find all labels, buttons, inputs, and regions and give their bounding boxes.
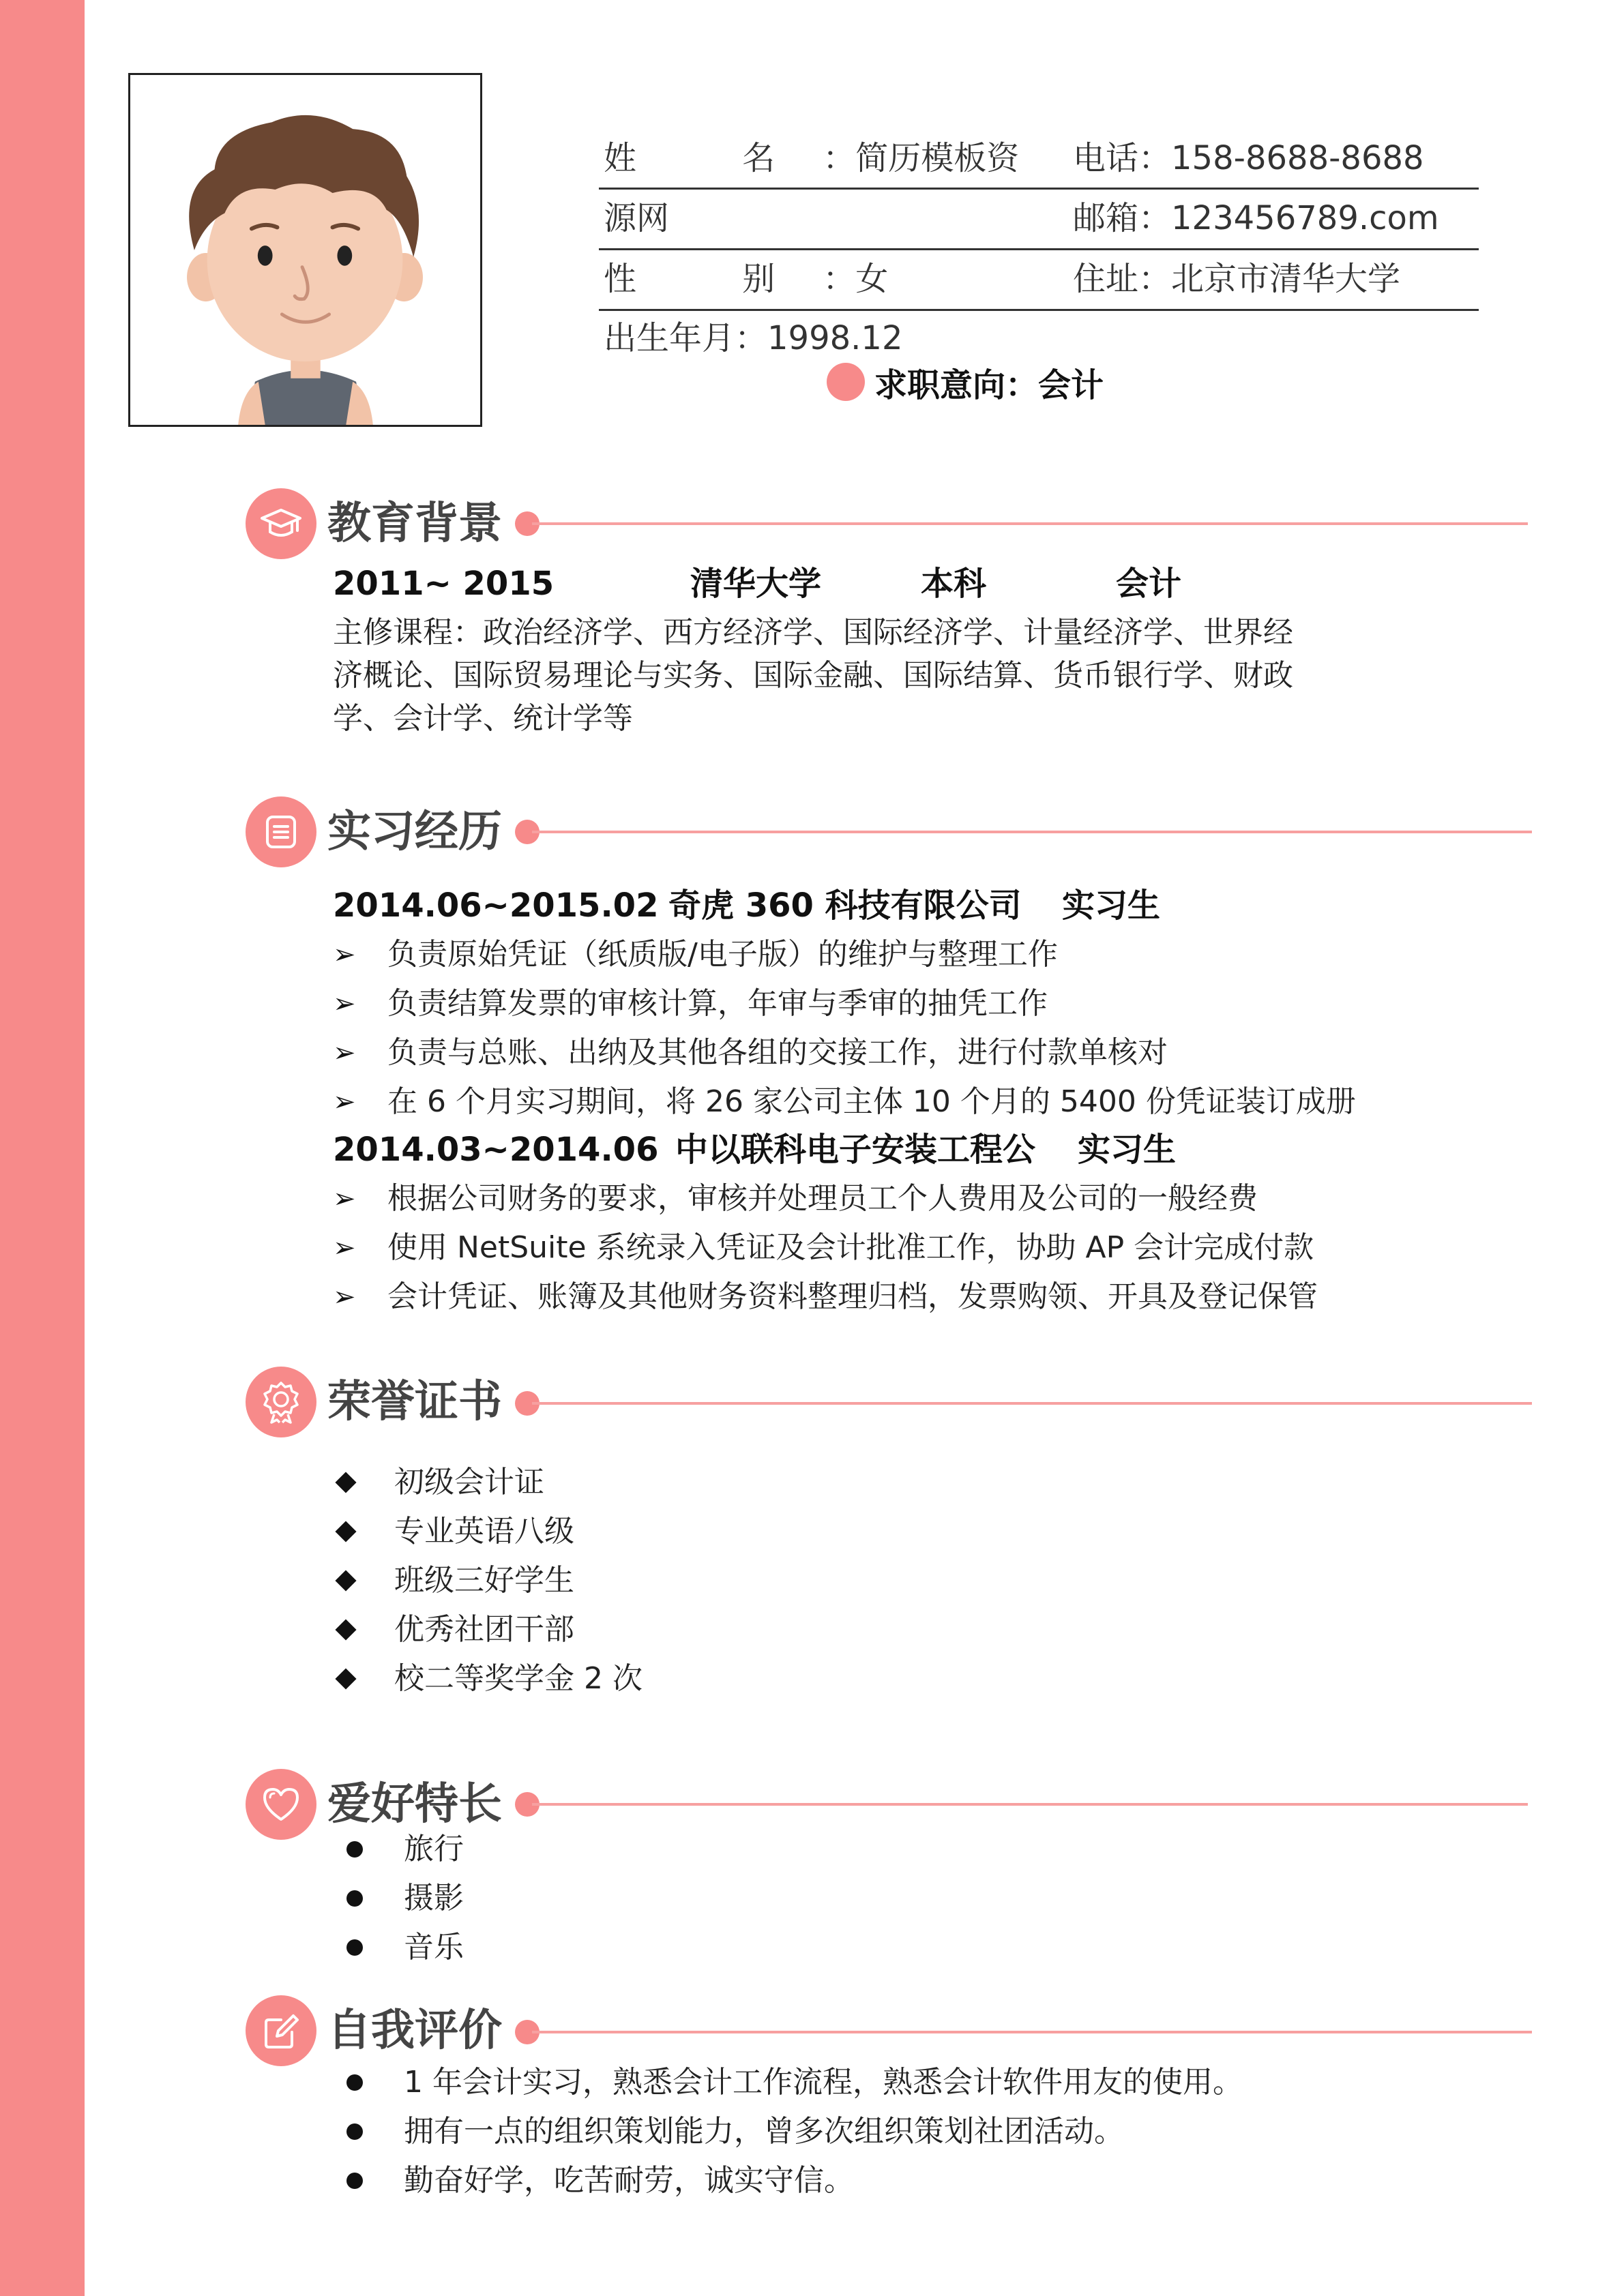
internship-section-title: 实习经历 xyxy=(327,807,502,857)
list-item: 初级会计证 xyxy=(333,1462,544,1503)
job-period: 2014.06~2015.02 xyxy=(333,886,659,925)
honors-section-title: 荣誉证书 xyxy=(327,1377,502,1427)
job-intent xyxy=(827,360,1104,404)
arrow-bullet-icon: ➢ xyxy=(333,939,356,970)
email-value: ：123456789.com xyxy=(1138,199,1439,237)
address-value: ：北京市清华大学 xyxy=(1138,260,1401,298)
section-rule xyxy=(532,831,1532,833)
self-eval-section-title: 自我评价 xyxy=(327,2006,502,2056)
dot-bullet-icon xyxy=(346,2123,363,2140)
dot-bullet-icon xyxy=(346,2173,363,2189)
arrow-bullet-icon: ➢ xyxy=(333,1086,356,1118)
list-item: ➢ 负责原始凭证（纸质版/电子版）的维护与整理工作 xyxy=(333,934,1058,975)
list-item: 摄影 xyxy=(340,1878,464,1919)
list-icon xyxy=(246,796,316,867)
award-medal-icon xyxy=(246,1367,316,1437)
name-wrap: 源网 xyxy=(604,199,670,237)
gender-value: ：女 xyxy=(823,260,889,298)
list-item: ➢ 在 6 个月实习期间，将 26 家公司主体 10 个月的 5400 份凭证装订成册 xyxy=(333,1082,1356,1122)
diamond-bullet-icon xyxy=(335,1521,356,1542)
list-item: ➢ 根据公司财务的要求，审核并处理员工个人费用及公司的一般经费 xyxy=(333,1178,1258,1219)
job-intent-text: 求职意向：会计 xyxy=(874,366,1104,404)
list-item: ➢ 使用 NetSuite 系统录入凭证及会计批准工作，协助 AP 会计完成付款 xyxy=(333,1227,1314,1268)
education-school: 清华大学 xyxy=(690,565,822,603)
job-company: 奇虎 360 科技有限公司 xyxy=(668,886,1022,925)
birth-value: ：1998.12 xyxy=(735,319,903,357)
avatar xyxy=(128,73,482,427)
info-divider xyxy=(599,248,1479,250)
arrow-bullet-icon: ➢ xyxy=(333,1037,356,1069)
hobbies-section-title: 爱好特长 xyxy=(327,1779,502,1830)
arrow-bullet-icon: ➢ xyxy=(333,1232,356,1264)
education-period: 2011~ 2015 xyxy=(333,565,555,603)
name-label: 姓 名 xyxy=(604,139,823,177)
left-accent-bar xyxy=(0,0,85,2296)
list-item: 班级三好学生 xyxy=(333,1560,574,1601)
job-role: 实习生 xyxy=(1078,1131,1177,1169)
email-row xyxy=(1073,198,1439,239)
list-item: ➢ 会计凭证、账簿及其他财务资料整理归档，发票购领、开具及登记保管 xyxy=(333,1277,1318,1317)
list-item: 优秀社团干部 xyxy=(333,1609,574,1650)
job-company: 中以联科电子安装工程公 xyxy=(675,1131,1036,1169)
education-major: 会计 xyxy=(1116,565,1182,603)
info-divider xyxy=(599,188,1479,190)
dot-bullet-icon xyxy=(346,1890,363,1907)
education-section-title: 教育背景 xyxy=(327,498,502,549)
list-item: 拥有一点的组织策划能力，曾多次组织策划社团活动。 xyxy=(340,2111,1124,2152)
info-divider xyxy=(599,309,1479,311)
education-degree: 本科 xyxy=(921,565,987,603)
address-row xyxy=(1073,258,1400,299)
section-rule xyxy=(532,522,1528,525)
arrow-bullet-icon: ➢ xyxy=(333,988,356,1019)
phone-label: 电话 xyxy=(1073,139,1139,177)
arrow-bullet-icon: ➢ xyxy=(333,1183,356,1214)
heart-icon xyxy=(246,1769,316,1840)
dot-bullet-icon xyxy=(346,1939,363,1956)
list-item: 校二等奖学金 2 次 xyxy=(333,1658,643,1699)
address-label: 住址 xyxy=(1073,260,1139,298)
list-item: 音乐 xyxy=(340,1927,464,1968)
edit-icon xyxy=(246,1995,316,2066)
list-item: ➢ 负责结算发票的审核计算，年审与季审的抽凭工作 xyxy=(333,983,1048,1024)
list-item: 1 年会计实习，熟悉会计工作流程，熟悉会计软件用友的使用。 xyxy=(340,2062,1243,2103)
gender-label: 性 别 xyxy=(604,260,823,298)
graduation-cap-icon xyxy=(246,488,316,559)
diamond-bullet-icon xyxy=(335,1472,356,1493)
name-value: ：简历模板资 xyxy=(823,139,1020,177)
list-item: 旅行 xyxy=(340,1829,464,1870)
job-role: 实习生 xyxy=(1062,886,1161,925)
courses-line: 主修课程：政治经济学、西方经济学、国际经济学、计量经济学、世界经 xyxy=(333,615,1293,650)
dot-bullet-icon xyxy=(346,2074,363,2091)
phone-value: ：158-8688-8688 xyxy=(1138,139,1424,177)
email-label: 邮箱 xyxy=(1073,199,1139,237)
phone-row xyxy=(1073,138,1424,179)
birth-label: 出生年月 xyxy=(604,319,735,357)
courses-line: 学、会计学、统计学等 xyxy=(333,701,633,736)
courses-line: 济概论、国际贸易理论与实务、国际金融、国际结算、货币银行学、财政 xyxy=(333,658,1293,693)
avatar-illustration-icon xyxy=(130,75,480,425)
birth-row xyxy=(604,318,903,359)
arrow-bullet-icon: ➢ xyxy=(333,1281,356,1313)
job-period: 2014.03~2014.06 xyxy=(333,1131,659,1169)
list-item: 勤奋好学，吃苦耐劳，诚实守信。 xyxy=(340,2160,854,2201)
gender-row xyxy=(604,258,888,299)
dot-bullet-icon xyxy=(346,1841,363,1858)
list-item: 专业英语八级 xyxy=(333,1511,574,1552)
diamond-bullet-icon xyxy=(335,1570,356,1591)
section-rule xyxy=(532,2031,1532,2033)
intent-dot-icon xyxy=(827,363,865,401)
name-row xyxy=(604,138,1019,179)
section-rule xyxy=(532,1803,1528,1806)
list-item: ➢ 负责与总账、出纳及其他各组的交接工作，进行付款单核对 xyxy=(333,1032,1168,1073)
section-rule xyxy=(532,1402,1532,1405)
diamond-bullet-icon xyxy=(335,1668,356,1689)
diamond-bullet-icon xyxy=(335,1619,356,1640)
